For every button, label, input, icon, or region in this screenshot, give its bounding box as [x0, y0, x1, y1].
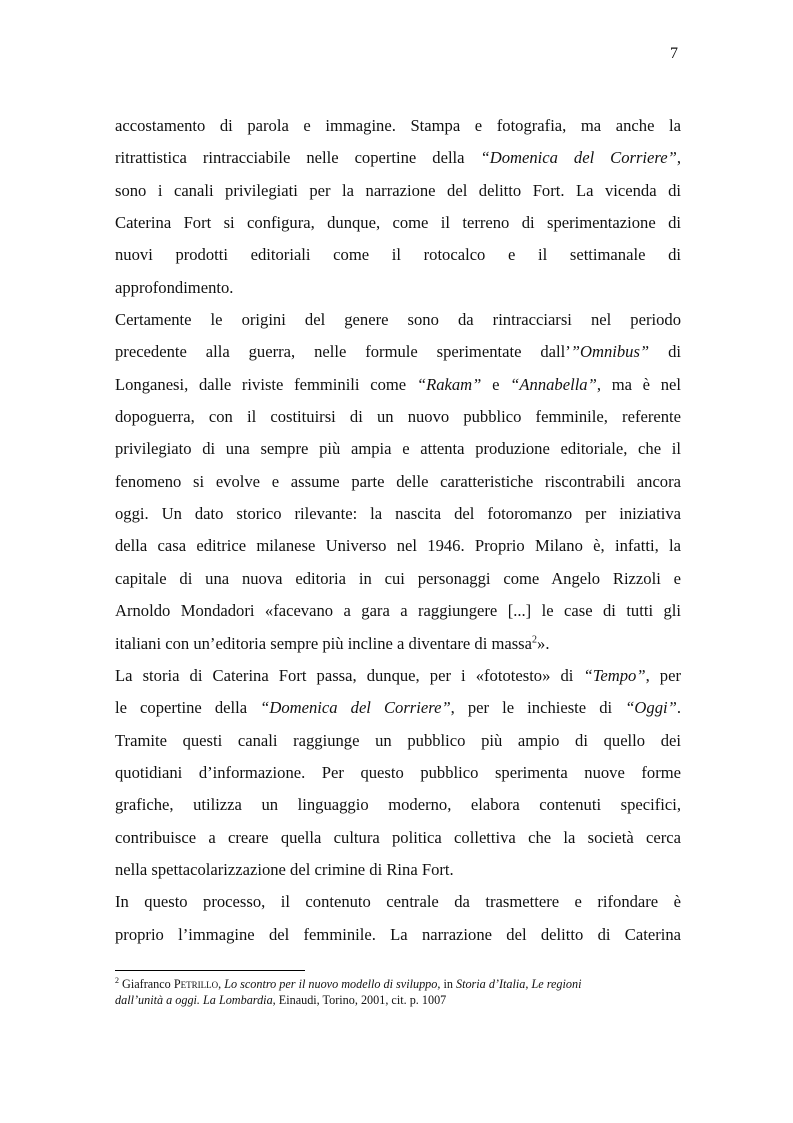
text-line: le copertine della “Domenica del Corriere”, per le inchieste di “Oggi”.: [115, 698, 681, 718]
footnote-line: $^2$ Giafranco Petrillo, Lo scontro per il nuovo modello di sviluppo, in Storia d’Italia, Le regioni: [115, 975, 582, 991]
text-line: fenomeno si evolve e assume parte delle caratteristiche riscontrabili ancora: [115, 471, 681, 491]
text-line: italiani con un’editoria sempre più incline a diventare di massa$^2$».: [115, 633, 550, 653]
text-line: La storia di Caterina Fort passa, dunque, per i «fototesto» di “Tempo”, per: [115, 665, 681, 685]
footnote-reference[interactable]: 2: [532, 633, 538, 645]
text-line: privilegiato di una sempre più ampia e attenta produzione editoriale, che il: [115, 439, 681, 459]
text-line: approfondimento.: [115, 277, 234, 297]
text-line: nella spettacolarizzazione del crimine di Rina Fort.: [115, 859, 454, 879]
text-line: precedente alla guerra, nelle formule sperimentate dall’”Omnibus” di: [115, 342, 681, 362]
footnote-line: dall’unità a oggi. La Lombardia, Einaudi, Torino, 2001, cit. p. 1007: [115, 993, 447, 1007]
text-line: grafiche, utilizza un linguaggio moderno, elabora contenuti specifici,: [115, 795, 681, 815]
text-line: In questo processo, il contenuto centrale da trasmettere e rifondare è: [115, 892, 681, 912]
text-line: ritrattistica rintracciabile nelle copertine della “Domenica del Corriere”,: [115, 148, 681, 168]
text-line: Tramite questi canali raggiunge un pubblico più ampio di quello dei: [115, 730, 681, 750]
text-line: Arnoldo Mondadori «facevano a gara a raggiungere [...] le case di tutti gli: [115, 601, 681, 621]
text-line: accostamento di parola e immagine. Stampa e fotografia, ma anche la: [115, 116, 681, 135]
text-line: contribuisce a creare quella cultura politica collettiva che la società cerca: [115, 827, 681, 847]
text-line: Certamente le origini del genere sono da rintracciarsi nel periodo: [115, 310, 681, 330]
body-text: [115, 110, 681, 951]
text-line: Longanesi, dalle riviste femminili come “Rakam” e “Annabella”, ma è nel: [115, 374, 681, 394]
text-line: sono i canali privilegiati per la narrazione del delitto Fort. La vicenda di: [115, 180, 681, 200]
text-line: capitale di una nuova editoria in cui personaggi come Angelo Rizzoli e: [115, 568, 681, 588]
text-line: della casa editrice milanese Universo nel 1946. Proprio Milano è, infatti, la: [115, 536, 681, 556]
text-line: dopoguerra, con il costituirsi di un nuovo pubblico femminile, referente: [115, 407, 681, 427]
text-line: nuovi prodotti editoriali come il rotocalco e il settimanale di: [115, 245, 681, 265]
text-line: proprio l’immagine del femminile. La narrazione del delitto di Caterina: [115, 924, 681, 944]
footnote: [115, 976, 681, 1008]
footnote-marker: 2: [115, 975, 119, 985]
text-line: quotidiani d’informazione. Per questo pubblico sperimenta nuove forme: [115, 762, 681, 782]
page-number: 7: [670, 45, 678, 62]
text-line: oggi. Un dato storico rilevante: la nascita del fotoromanzo per iniziativa: [115, 504, 681, 524]
footnote-divider: [115, 970, 305, 971]
text-line: Caterina Fort si configura, dunque, come il terreno di sperimentazione di: [115, 213, 681, 233]
